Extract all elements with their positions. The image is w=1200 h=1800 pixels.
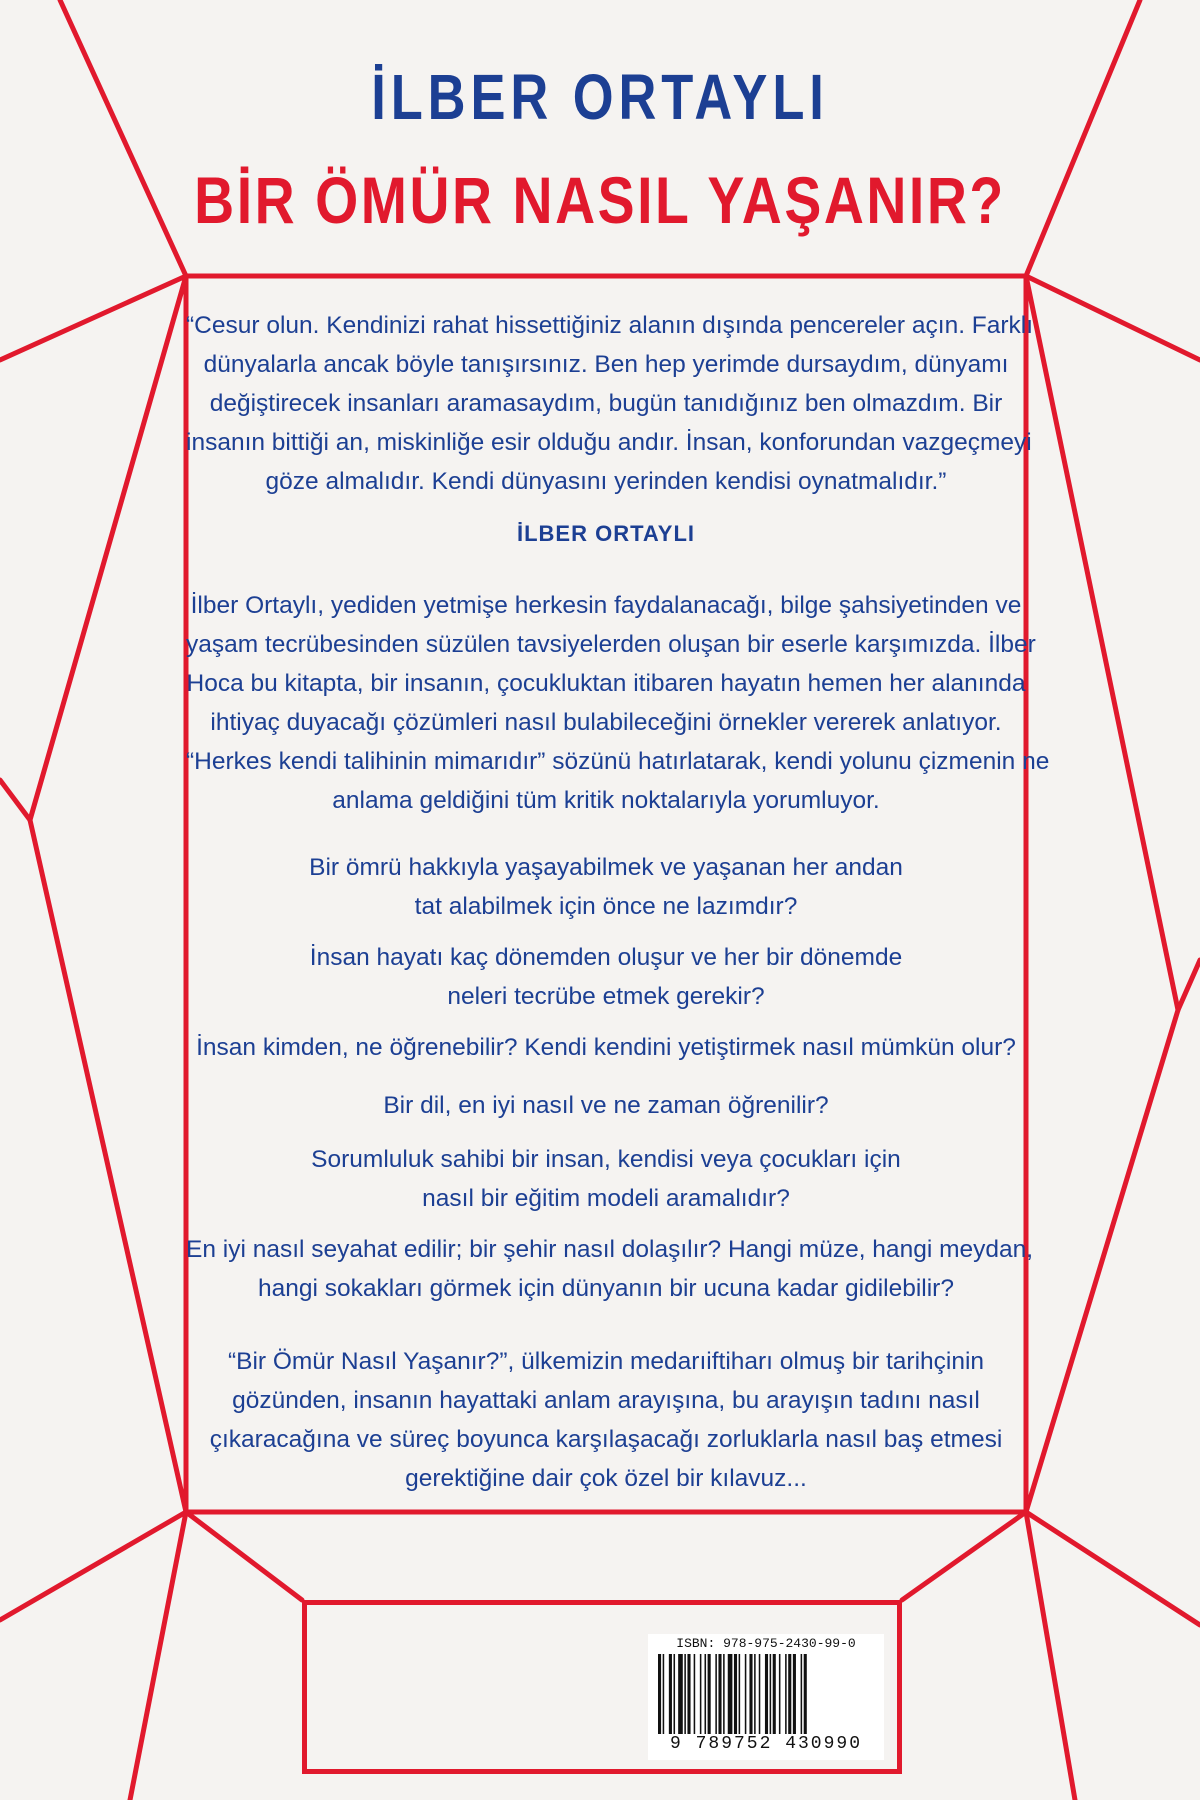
- barcode-number: 9 789752 430990: [669, 1734, 863, 1754]
- question-item: [186, 938, 1026, 1016]
- barcode-bar: [734, 1654, 737, 1734]
- barcode-bar: [723, 1654, 725, 1734]
- quote-line: insanın bittiği an, miskinliğe esir olduğu andır. İnsan, konforundan vazgeçmeyi: [186, 429, 1032, 456]
- barcode-bar: [765, 1654, 768, 1734]
- closing-block: [186, 1342, 1026, 1498]
- barcode-bar: [793, 1654, 796, 1734]
- quote-line: değiştirecek insanları aramasaydım, bugün tanıdığınız ben olmazdım. Bir: [209, 390, 1003, 417]
- question-line: Bir ömrü hakkıyla yaşayabilmek ve yaşanan her andan: [309, 854, 903, 881]
- question-item: [186, 848, 1026, 926]
- barcode-bar: [801, 1654, 803, 1734]
- description-line: ihtiyaç duyacağı çözümleri nasıl bulabileceğini örnekler vererek anlatıyor.: [210, 709, 1002, 736]
- question-line: İnsan kimden, ne öğrenebilir? Kendi kendini yetiştirmek nasıl mümkün olur?: [196, 1034, 1016, 1061]
- barcode-bar: [678, 1654, 683, 1734]
- question-line: tat alabilmek için önce ne lazımdır?: [414, 893, 798, 920]
- quote-line: “Cesur olun. Kendinizi rahat hissettiğiniz alanın dışında pencereler açın. Farklı: [186, 312, 1034, 339]
- barcode-bars: [652, 1654, 880, 1742]
- barcode-bar: [779, 1654, 781, 1734]
- quote-block: [186, 306, 1034, 501]
- description-block: [186, 586, 1050, 820]
- description-line: İlber Ortaylı, yediden yetmişe herkesin faydalanacağı, bilge şahsiyetinden ve: [190, 592, 1022, 619]
- description-line: Hoca bu kitapta, bir insanın, çocukluktan itibaren hayatın hemen her alanında: [186, 670, 1026, 697]
- barcode-bar: [759, 1654, 761, 1734]
- barcode-bar: [770, 1654, 772, 1734]
- barcode-bar: [669, 1654, 672, 1734]
- isbn-label: ISBN: 978-975-2430-99-0: [676, 1636, 856, 1651]
- barcode-bar: [708, 1654, 711, 1734]
- quote-line: dünyalarla ancak böyle tanışırsınız. Ben hep yerimde dursaydım, dünyamı: [203, 351, 1009, 378]
- barcode-bar: [718, 1654, 721, 1734]
- question-line: En iyi nasıl seyahat edilir; bir şehir nasıl dolaşılır? Hangi müze, hangi meydan,: [186, 1236, 1034, 1263]
- question-line: İnsan hayatı kaç dönemden oluşur ve her bir dönemde: [309, 944, 903, 971]
- quote-line: göze almalıdır. Kendi dünyasını yerinden kendisi oynatmalıdır.”: [265, 468, 947, 495]
- barcode-bar: [785, 1654, 787, 1734]
- barcode-bar: [674, 1654, 676, 1734]
- barcode-bar: [773, 1654, 776, 1734]
- barcode-bar: [715, 1654, 717, 1734]
- barcode-bar: [745, 1654, 747, 1734]
- question-item: [186, 1028, 1026, 1067]
- question-line: Sorumluluk sahibi bir insan, kendisi veya çocukları için: [311, 1146, 901, 1173]
- barcode: [648, 1634, 884, 1760]
- description-line: “Herkes kendi talihinin mimarıdır” sözünü hatırlatarak, kendi yolunu çizmenin ne: [186, 748, 1050, 775]
- barcode-bar: [684, 1654, 686, 1734]
- barcode-bar: [804, 1654, 807, 1734]
- question-line: neleri tecrübe etmek gerekir?: [447, 983, 765, 1010]
- question-line: nasıl bir eğitim modeli aramalıdır?: [422, 1185, 790, 1212]
- barcode-bar: [705, 1654, 707, 1734]
- closing-line: gerektiğine dair çok özel bir kılavuz...: [405, 1465, 807, 1492]
- barcode-bar: [658, 1654, 661, 1734]
- closing-line: gözünden, insanın hayattaki anlam arayışına, bu arayışın tadını nasıl: [232, 1387, 980, 1414]
- closing-line: “Bir Ömür Nasıl Yaşanır?”, ülkemizin medarıiftiharı olmuş bir tarihçinin: [227, 1348, 985, 1375]
- quote-author: İLBER ORTAYLI: [516, 521, 695, 546]
- barcode-bar: [663, 1654, 665, 1734]
- barcode-bar: [749, 1654, 752, 1734]
- barcode-bar: [728, 1654, 733, 1734]
- barcode-bar: [739, 1654, 741, 1734]
- closing-line: çıkaracağına ve süreç boyunca karşılaşacağı zorluklarla nasıl baş etmesi: [209, 1426, 1003, 1453]
- book-title: BİR ÖMÜR NASIL YAŞANIR?: [194, 163, 1006, 237]
- description-line: anlama geldiğini tüm kritik noktalarıyla yorumluyor.: [332, 787, 880, 814]
- barcode-bar: [694, 1654, 696, 1734]
- question-item: [186, 1230, 1034, 1308]
- barcode-bar: [700, 1654, 702, 1734]
- question-line: Bir dil, en iyi nasıl ve ne zaman öğrenilir?: [383, 1092, 829, 1119]
- question-item: [186, 1140, 1026, 1218]
- author-name: İLBER ORTAYLI: [371, 61, 829, 133]
- question-line: hangi sokakları görmek için dünyanın bir ucuna kadar gidilebilir?: [258, 1275, 954, 1302]
- barcode-bar: [754, 1654, 756, 1734]
- barcode-bar: [687, 1654, 690, 1734]
- text-panel: [186, 276, 1050, 1512]
- barcode-bar: [788, 1654, 791, 1734]
- description-line: yaşam tecrübesinden süzülen tavsiyelerden oluşan bir eserle karşımızda. İlber: [186, 631, 1036, 658]
- question-item: [186, 1086, 1026, 1125]
